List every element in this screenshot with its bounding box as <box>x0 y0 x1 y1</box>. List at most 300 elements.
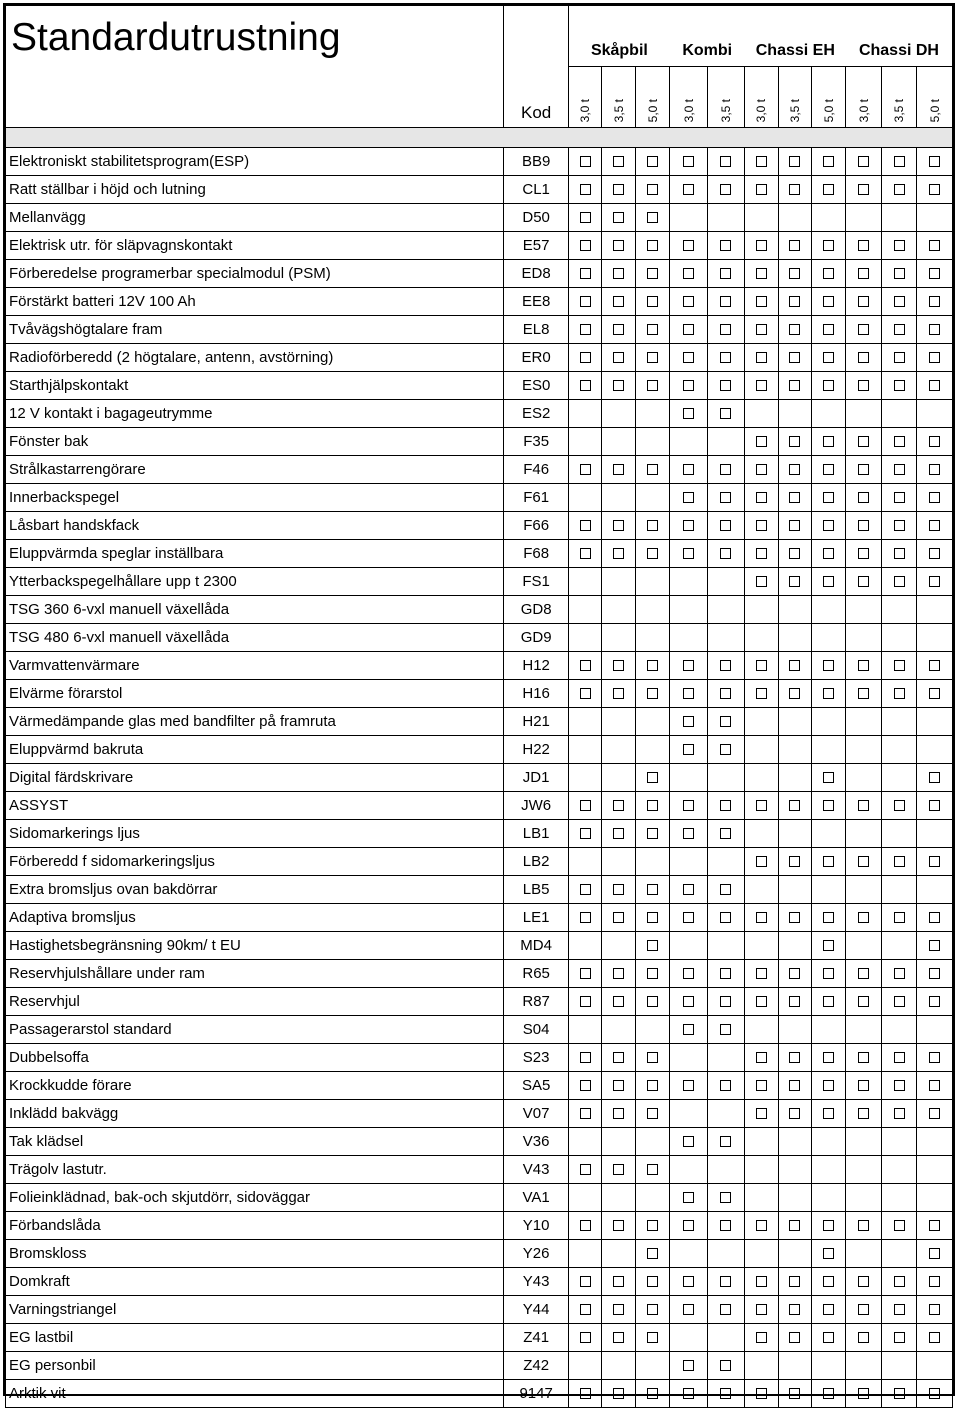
checkbox-square-icon <box>683 352 694 363</box>
checkbox-square-icon <box>613 380 624 391</box>
checkbox-square-icon <box>683 240 694 251</box>
availability-cell <box>917 764 953 792</box>
table-row <box>6 1044 953 1072</box>
checkbox-square-icon <box>756 1220 767 1231</box>
checkbox-square-icon <box>929 156 940 167</box>
availability-cell <box>569 316 602 344</box>
availability-cell <box>670 932 707 960</box>
checkbox-square-icon <box>894 548 905 559</box>
checkbox-square-icon <box>929 996 940 1007</box>
availability-cell <box>917 372 953 400</box>
availability-cell <box>707 932 744 960</box>
availability-cell <box>881 1380 916 1408</box>
availability-cell <box>670 316 707 344</box>
checkbox-square-icon <box>894 1220 905 1231</box>
availability-cell <box>745 428 778 456</box>
availability-cell <box>881 1128 916 1156</box>
checkbox-square-icon <box>683 1276 694 1287</box>
availability-cell <box>670 372 707 400</box>
checkbox-square-icon <box>647 884 658 895</box>
equipment-name: TSG 480 6-vxl manuell växellåda <box>6 624 504 652</box>
availability-cell <box>917 848 953 876</box>
equipment-name: Domkraft <box>6 1268 504 1296</box>
checkbox-square-icon <box>789 1276 800 1287</box>
checkbox-square-icon <box>613 1220 624 1231</box>
weight-header <box>602 67 635 128</box>
availability-cell <box>602 148 635 176</box>
availability-cell <box>812 792 846 820</box>
checkbox-square-icon <box>858 1052 869 1063</box>
checkbox-square-icon <box>720 1220 731 1231</box>
availability-cell <box>881 1212 916 1240</box>
availability-cell <box>602 876 635 904</box>
checkbox-square-icon <box>823 660 834 671</box>
table-row <box>6 1016 953 1044</box>
availability-cell <box>670 1016 707 1044</box>
availability-cell <box>917 148 953 176</box>
availability-cell <box>778 456 811 484</box>
availability-cell <box>812 596 846 624</box>
checkbox-square-icon <box>929 324 940 335</box>
availability-cell <box>602 792 635 820</box>
checkbox-square-icon <box>683 1360 694 1371</box>
availability-cell <box>602 1352 635 1380</box>
checkbox-square-icon <box>823 856 834 867</box>
checkbox-square-icon <box>720 716 731 727</box>
availability-cell <box>569 400 602 428</box>
availability-cell <box>707 680 744 708</box>
availability-cell <box>881 1044 916 1072</box>
checkbox-square-icon <box>580 1220 591 1231</box>
availability-cell <box>812 1044 846 1072</box>
availability-cell <box>569 288 602 316</box>
checkbox-square-icon <box>683 1136 694 1147</box>
availability-cell <box>602 736 635 764</box>
availability-cell <box>881 1016 916 1044</box>
availability-cell <box>917 232 953 260</box>
availability-cell <box>670 568 707 596</box>
weight-header <box>745 67 778 128</box>
availability-cell <box>778 736 811 764</box>
availability-cell <box>745 484 778 512</box>
availability-cell <box>881 1296 916 1324</box>
checkbox-square-icon <box>858 912 869 923</box>
table-row <box>6 428 953 456</box>
availability-cell <box>602 484 635 512</box>
availability-cell <box>812 232 846 260</box>
availability-cell <box>846 344 881 372</box>
checkbox-square-icon <box>613 1304 624 1315</box>
equipment-code: F66 <box>504 512 569 540</box>
checkbox-square-icon <box>929 352 940 363</box>
checkbox-square-icon <box>647 352 658 363</box>
equipment-code: S23 <box>504 1044 569 1072</box>
availability-cell <box>778 176 811 204</box>
checkbox-square-icon <box>789 548 800 559</box>
equipment-name: Tvåvägshögtalare fram <box>6 316 504 344</box>
checkbox-square-icon <box>647 912 658 923</box>
availability-cell <box>569 1156 602 1184</box>
table-row <box>6 400 953 428</box>
availability-cell <box>881 932 916 960</box>
availability-cell <box>778 904 811 932</box>
availability-cell <box>778 596 811 624</box>
checkbox-square-icon <box>929 548 940 559</box>
availability-cell <box>745 568 778 596</box>
availability-cell <box>846 260 881 288</box>
equipment-code: R65 <box>504 960 569 988</box>
availability-cell <box>707 484 744 512</box>
availability-cell <box>881 512 916 540</box>
availability-cell <box>602 1296 635 1324</box>
weight-label: 3,5 t <box>892 98 907 122</box>
availability-cell <box>917 904 953 932</box>
checkbox-square-icon <box>647 1052 658 1063</box>
availability-cell <box>812 568 846 596</box>
checkbox-square-icon <box>683 968 694 979</box>
availability-cell <box>881 372 916 400</box>
checkbox-square-icon <box>683 912 694 923</box>
availability-cell <box>745 736 778 764</box>
availability-cell <box>707 1044 744 1072</box>
availability-cell <box>846 512 881 540</box>
checkbox-square-icon <box>720 324 731 335</box>
checkbox-square-icon <box>647 1332 658 1343</box>
availability-cell <box>917 1296 953 1324</box>
weight-header <box>778 67 811 128</box>
availability-cell <box>881 792 916 820</box>
checkbox-square-icon <box>823 1108 834 1119</box>
checkbox-square-icon <box>720 744 731 755</box>
equipment-name: Låsbart handskfack <box>6 512 504 540</box>
availability-cell <box>707 568 744 596</box>
equipment-code: ES2 <box>504 400 569 428</box>
availability-cell <box>778 1184 811 1212</box>
checkbox-square-icon <box>647 688 658 699</box>
checkbox-square-icon <box>789 156 800 167</box>
equipment-code: R87 <box>504 988 569 1016</box>
availability-cell <box>881 148 916 176</box>
checkbox-square-icon <box>647 1276 658 1287</box>
checkbox-square-icon <box>580 324 591 335</box>
checkbox-square-icon <box>929 1080 940 1091</box>
availability-cell <box>881 596 916 624</box>
table-row <box>6 456 953 484</box>
checkbox-square-icon <box>789 1080 800 1091</box>
equipment-code: F61 <box>504 484 569 512</box>
table-row <box>6 1380 953 1408</box>
availability-cell <box>569 820 602 848</box>
availability-cell <box>602 960 635 988</box>
checkbox-square-icon <box>613 520 624 531</box>
availability-cell <box>635 680 669 708</box>
checkbox-square-icon <box>823 464 834 475</box>
availability-cell <box>778 1044 811 1072</box>
availability-cell <box>707 876 744 904</box>
page-title: Standardutrustning <box>6 6 504 128</box>
equipment-code: SA5 <box>504 1072 569 1100</box>
availability-cell <box>635 1072 669 1100</box>
checkbox-square-icon <box>929 268 940 279</box>
availability-cell <box>707 1072 744 1100</box>
availability-cell <box>569 1268 602 1296</box>
checkbox-square-icon <box>580 352 591 363</box>
checkbox-square-icon <box>647 1220 658 1231</box>
table-row <box>6 764 953 792</box>
availability-cell <box>635 820 669 848</box>
table-row <box>6 372 953 400</box>
checkbox-square-icon <box>580 380 591 391</box>
availability-cell <box>745 876 778 904</box>
checkbox-square-icon <box>756 1276 767 1287</box>
checkbox-square-icon <box>720 408 731 419</box>
checkbox-square-icon <box>929 380 940 391</box>
checkbox-square-icon <box>789 576 800 587</box>
checkbox-square-icon <box>929 1332 940 1343</box>
checkbox-square-icon <box>647 296 658 307</box>
availability-cell <box>707 400 744 428</box>
checkbox-square-icon <box>858 1220 869 1231</box>
equipment-name: Ratt ställbar i höjd och lutning <box>6 176 504 204</box>
availability-cell <box>778 1128 811 1156</box>
weight-label: 3,5 t <box>787 98 802 122</box>
equipment-name: Varningstriangel <box>6 1296 504 1324</box>
checkbox-square-icon <box>858 1080 869 1091</box>
availability-cell <box>917 484 953 512</box>
availability-cell <box>778 1296 811 1324</box>
availability-cell <box>745 1352 778 1380</box>
availability-cell <box>635 400 669 428</box>
table-row <box>6 652 953 680</box>
checkbox-square-icon <box>720 520 731 531</box>
availability-cell <box>670 1100 707 1128</box>
availability-cell <box>745 1380 778 1408</box>
availability-cell <box>812 456 846 484</box>
equipment-code: H16 <box>504 680 569 708</box>
equipment-code: H21 <box>504 708 569 736</box>
checkbox-square-icon <box>580 1332 591 1343</box>
weight-header <box>917 67 953 128</box>
checkbox-square-icon <box>613 912 624 923</box>
availability-cell <box>812 1100 846 1128</box>
checkbox-square-icon <box>720 884 731 895</box>
availability-cell <box>569 680 602 708</box>
availability-cell <box>707 988 744 1016</box>
availability-cell <box>602 1380 635 1408</box>
availability-cell <box>881 1184 916 1212</box>
equipment-name: Reservhjul <box>6 988 504 1016</box>
availability-cell <box>812 288 846 316</box>
checkbox-square-icon <box>823 156 834 167</box>
availability-cell <box>670 1352 707 1380</box>
availability-cell <box>670 1268 707 1296</box>
checkbox-square-icon <box>929 1052 940 1063</box>
checkbox-square-icon <box>683 1220 694 1231</box>
availability-cell <box>569 960 602 988</box>
group-header-chassi-dh: Chassi DH <box>846 36 953 67</box>
equipment-code: LE1 <box>504 904 569 932</box>
equipment-code: F68 <box>504 540 569 568</box>
availability-cell <box>745 848 778 876</box>
checkbox-square-icon <box>683 660 694 671</box>
checkbox-square-icon <box>894 492 905 503</box>
table-row <box>6 1128 953 1156</box>
checkbox-square-icon <box>929 1388 940 1399</box>
checkbox-square-icon <box>894 1304 905 1315</box>
checkbox-square-icon <box>756 1108 767 1119</box>
checkbox-square-icon <box>756 912 767 923</box>
checkbox-square-icon <box>613 1276 624 1287</box>
checkbox-square-icon <box>613 1388 624 1399</box>
availability-cell <box>602 568 635 596</box>
checkbox-square-icon <box>613 548 624 559</box>
availability-cell <box>846 1240 881 1268</box>
equipment-code: Z41 <box>504 1324 569 1352</box>
checkbox-square-icon <box>756 1080 767 1091</box>
checkbox-square-icon <box>894 464 905 475</box>
availability-cell <box>670 988 707 1016</box>
availability-cell <box>670 596 707 624</box>
checkbox-square-icon <box>720 380 731 391</box>
checkbox-square-icon <box>929 1276 940 1287</box>
availability-cell <box>745 260 778 288</box>
checkbox-square-icon <box>894 436 905 447</box>
availability-cell <box>635 372 669 400</box>
availability-cell <box>778 316 811 344</box>
checkbox-square-icon <box>894 380 905 391</box>
availability-cell <box>707 232 744 260</box>
checkbox-square-icon <box>756 436 767 447</box>
weight-label: 3,0 t <box>856 98 871 122</box>
checkbox-square-icon <box>929 968 940 979</box>
checkbox-square-icon <box>720 1024 731 1035</box>
availability-cell <box>881 484 916 512</box>
weight-header <box>670 67 707 128</box>
availability-cell <box>881 1268 916 1296</box>
checkbox-square-icon <box>580 1080 591 1091</box>
availability-cell <box>917 1380 953 1408</box>
equipment-name: Elvärme förarstol <box>6 680 504 708</box>
checkbox-square-icon <box>929 1304 940 1315</box>
availability-cell <box>812 764 846 792</box>
checkbox-square-icon <box>823 352 834 363</box>
availability-cell <box>812 1268 846 1296</box>
equipment-code: S04 <box>504 1016 569 1044</box>
availability-cell <box>635 176 669 204</box>
checkbox-square-icon <box>613 1332 624 1343</box>
availability-cell <box>778 764 811 792</box>
checkbox-square-icon <box>580 184 591 195</box>
checkbox-square-icon <box>580 1164 591 1175</box>
availability-cell <box>569 848 602 876</box>
equipment-code: H22 <box>504 736 569 764</box>
checkbox-square-icon <box>823 940 834 951</box>
checkbox-square-icon <box>720 688 731 699</box>
checkbox-square-icon <box>894 1332 905 1343</box>
availability-cell <box>635 960 669 988</box>
checkbox-square-icon <box>894 1052 905 1063</box>
availability-cell <box>846 596 881 624</box>
checkbox-square-icon <box>756 296 767 307</box>
equipment-code: Y43 <box>504 1268 569 1296</box>
checkbox-square-icon <box>683 268 694 279</box>
checkbox-square-icon <box>647 324 658 335</box>
table-row <box>6 904 953 932</box>
equipment-name: Inklädd bakvägg <box>6 1100 504 1128</box>
checkbox-square-icon <box>823 912 834 923</box>
availability-cell <box>812 176 846 204</box>
equipment-name: Radioförberedd (2 högtalare, antenn, avstörning) <box>6 344 504 372</box>
checkbox-square-icon <box>894 268 905 279</box>
availability-cell <box>812 344 846 372</box>
availability-cell <box>635 148 669 176</box>
checkbox-square-icon <box>647 1080 658 1091</box>
checkbox-square-icon <box>647 800 658 811</box>
availability-cell <box>917 988 953 1016</box>
checkbox-square-icon <box>683 688 694 699</box>
availability-cell <box>917 428 953 456</box>
equipment-code: Y26 <box>504 1240 569 1268</box>
checkbox-square-icon <box>789 436 800 447</box>
availability-cell <box>670 484 707 512</box>
checkbox-square-icon <box>789 296 800 307</box>
table-row <box>6 232 953 260</box>
availability-cell <box>569 1100 602 1128</box>
weight-header <box>707 67 744 128</box>
checkbox-square-icon <box>756 1332 767 1343</box>
availability-cell <box>846 1268 881 1296</box>
checkbox-square-icon <box>683 716 694 727</box>
checkbox-square-icon <box>647 1164 658 1175</box>
availability-cell <box>917 456 953 484</box>
weight-label: 3,0 t <box>578 98 593 122</box>
availability-cell <box>707 1128 744 1156</box>
availability-cell <box>881 904 916 932</box>
availability-cell <box>917 1324 953 1352</box>
availability-cell <box>846 232 881 260</box>
checkbox-square-icon <box>929 436 940 447</box>
availability-cell <box>670 1184 707 1212</box>
availability-cell <box>778 1212 811 1240</box>
availability-cell <box>917 1016 953 1044</box>
availability-cell <box>707 764 744 792</box>
availability-cell <box>569 1240 602 1268</box>
availability-cell <box>569 876 602 904</box>
equipment-code: H12 <box>504 652 569 680</box>
availability-cell <box>812 400 846 428</box>
availability-cell <box>881 1100 916 1128</box>
availability-cell <box>707 288 744 316</box>
checkbox-square-icon <box>683 884 694 895</box>
equipment-name: EG lastbil <box>6 1324 504 1352</box>
availability-cell <box>846 764 881 792</box>
availability-cell <box>745 960 778 988</box>
availability-cell <box>846 400 881 428</box>
table-row <box>6 1072 953 1100</box>
availability-cell <box>812 680 846 708</box>
group-header-chassi-eh: Chassi EH <box>755 42 835 59</box>
availability-cell <box>881 456 916 484</box>
checkbox-square-icon <box>720 492 731 503</box>
availability-cell <box>846 988 881 1016</box>
availability-cell <box>881 568 916 596</box>
checkbox-square-icon <box>929 184 940 195</box>
checkbox-square-icon <box>613 268 624 279</box>
availability-cell <box>635 988 669 1016</box>
availability-cell <box>881 680 916 708</box>
availability-cell <box>569 764 602 792</box>
availability-cell <box>846 960 881 988</box>
